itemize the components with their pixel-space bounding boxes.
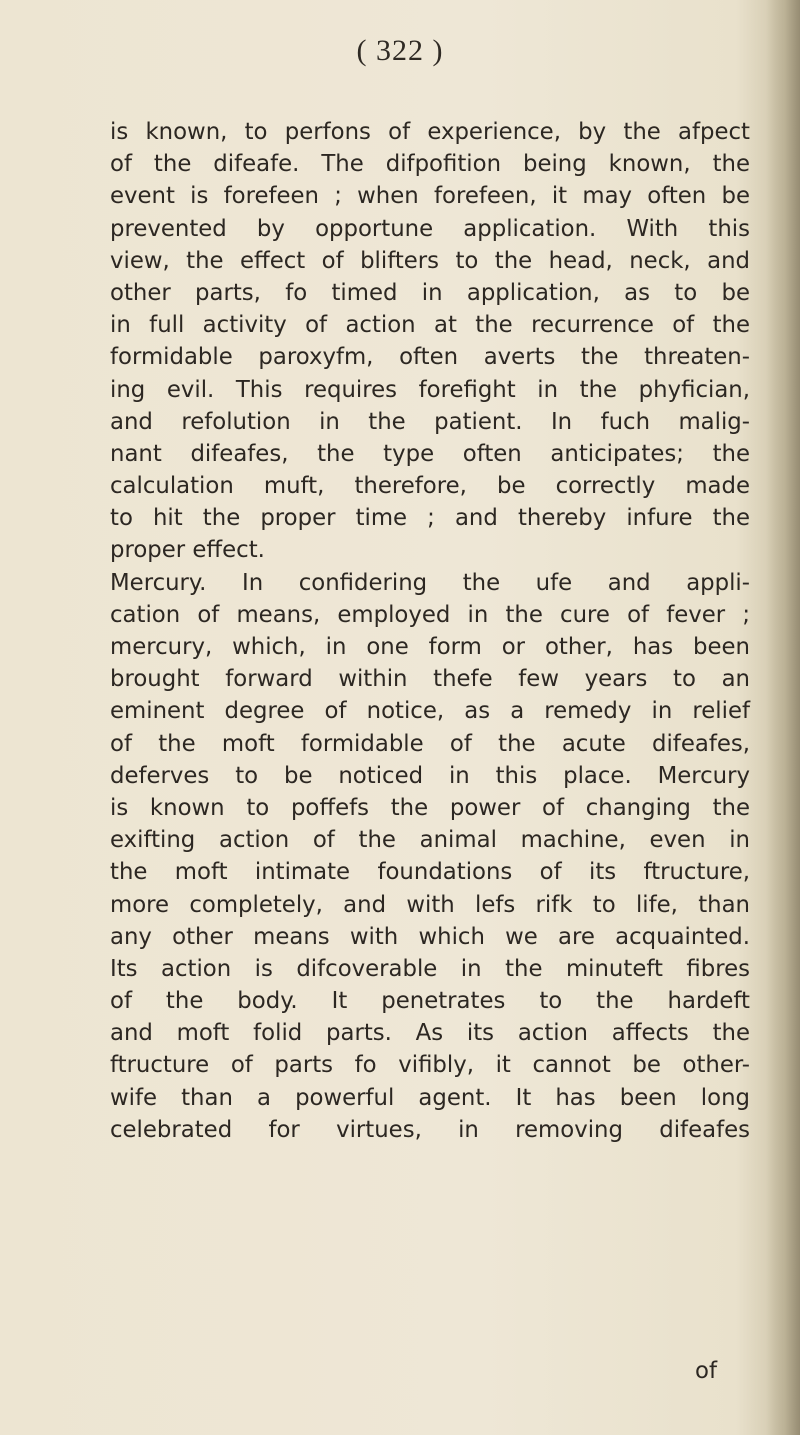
text-line: mercury, which, in one form or other, has been	[110, 634, 750, 660]
text-line: of the moft formidable of the acute difeafes,	[110, 730, 750, 757]
text-line: in full activity of action at the recurrence of the	[110, 312, 750, 339]
page-number: ( 322 )	[356, 34, 444, 67]
text-line: of the body. It penetrates to the hardeft	[110, 988, 750, 1015]
catchword: of	[695, 1358, 717, 1384]
text-line: and refolution in the patient. In fuch malig-	[110, 408, 750, 435]
text-line: cation of means, employed in the cure of fever ;	[110, 601, 750, 628]
text-line: the moft intimate foundations of its ftructure,	[110, 859, 750, 886]
text-line: more completely, and with lefs rifk to life, than	[110, 891, 750, 918]
text-line: calculation muft, therefore, be correctly made	[110, 473, 750, 500]
text-line: and moft folid parts. As its action affects the	[110, 1020, 750, 1047]
text-line-section-start: Mercury. In confidering the ufe and appli-	[110, 569, 750, 596]
text-line: ftructure of parts fo vifibly, it cannot be other-	[110, 1052, 750, 1079]
text-line: wife than a powerful agent. It has been long	[110, 1084, 750, 1111]
text-line: is known, to perfons of experience, by the afpect	[110, 119, 750, 145]
text-line: eminent degree of notice, as a remedy in relief	[110, 698, 750, 725]
text-line: exifting action of the animal machine, even in	[110, 827, 750, 854]
text-line: view, the effect of blifters to the head, neck, and	[110, 247, 750, 274]
text-line: of the difeafe. The difpofition being known, the	[110, 151, 750, 178]
text-line: other parts, fo timed in application, as to be	[110, 279, 750, 306]
text-line: prevented by opportune application. With this	[110, 215, 750, 242]
text-line: nant difeafes, the type often anticipates; the	[110, 440, 750, 467]
text-line: is known to poffefs the power of changing the	[110, 794, 750, 821]
text-line: celebrated for virtues, in removing difeafes	[110, 1116, 750, 1143]
text-line: ing evil. This requires forefight in the phyfician,	[110, 376, 750, 403]
text-line: formidable paroxyfm, often averts the threaten-	[110, 344, 750, 371]
text-line: any other means with which we are acquainted.	[110, 923, 750, 950]
text-line: brought forward within thefe few years to an	[110, 666, 750, 693]
page-gutter-shadow	[766, 0, 800, 1435]
text-line: Its action is difcoverable in the minuteft fibres	[110, 955, 750, 982]
text-line: deferves to be noticed in this place. Mercury	[110, 762, 750, 789]
text-line: to hit the proper time ; and thereby infure the	[110, 505, 750, 532]
text-line: event is forefeen ; when forefeen, it may often be	[110, 183, 750, 210]
text-line-paragraph-end: proper effect.	[110, 537, 265, 564]
body-text	[110, 116, 750, 1146]
